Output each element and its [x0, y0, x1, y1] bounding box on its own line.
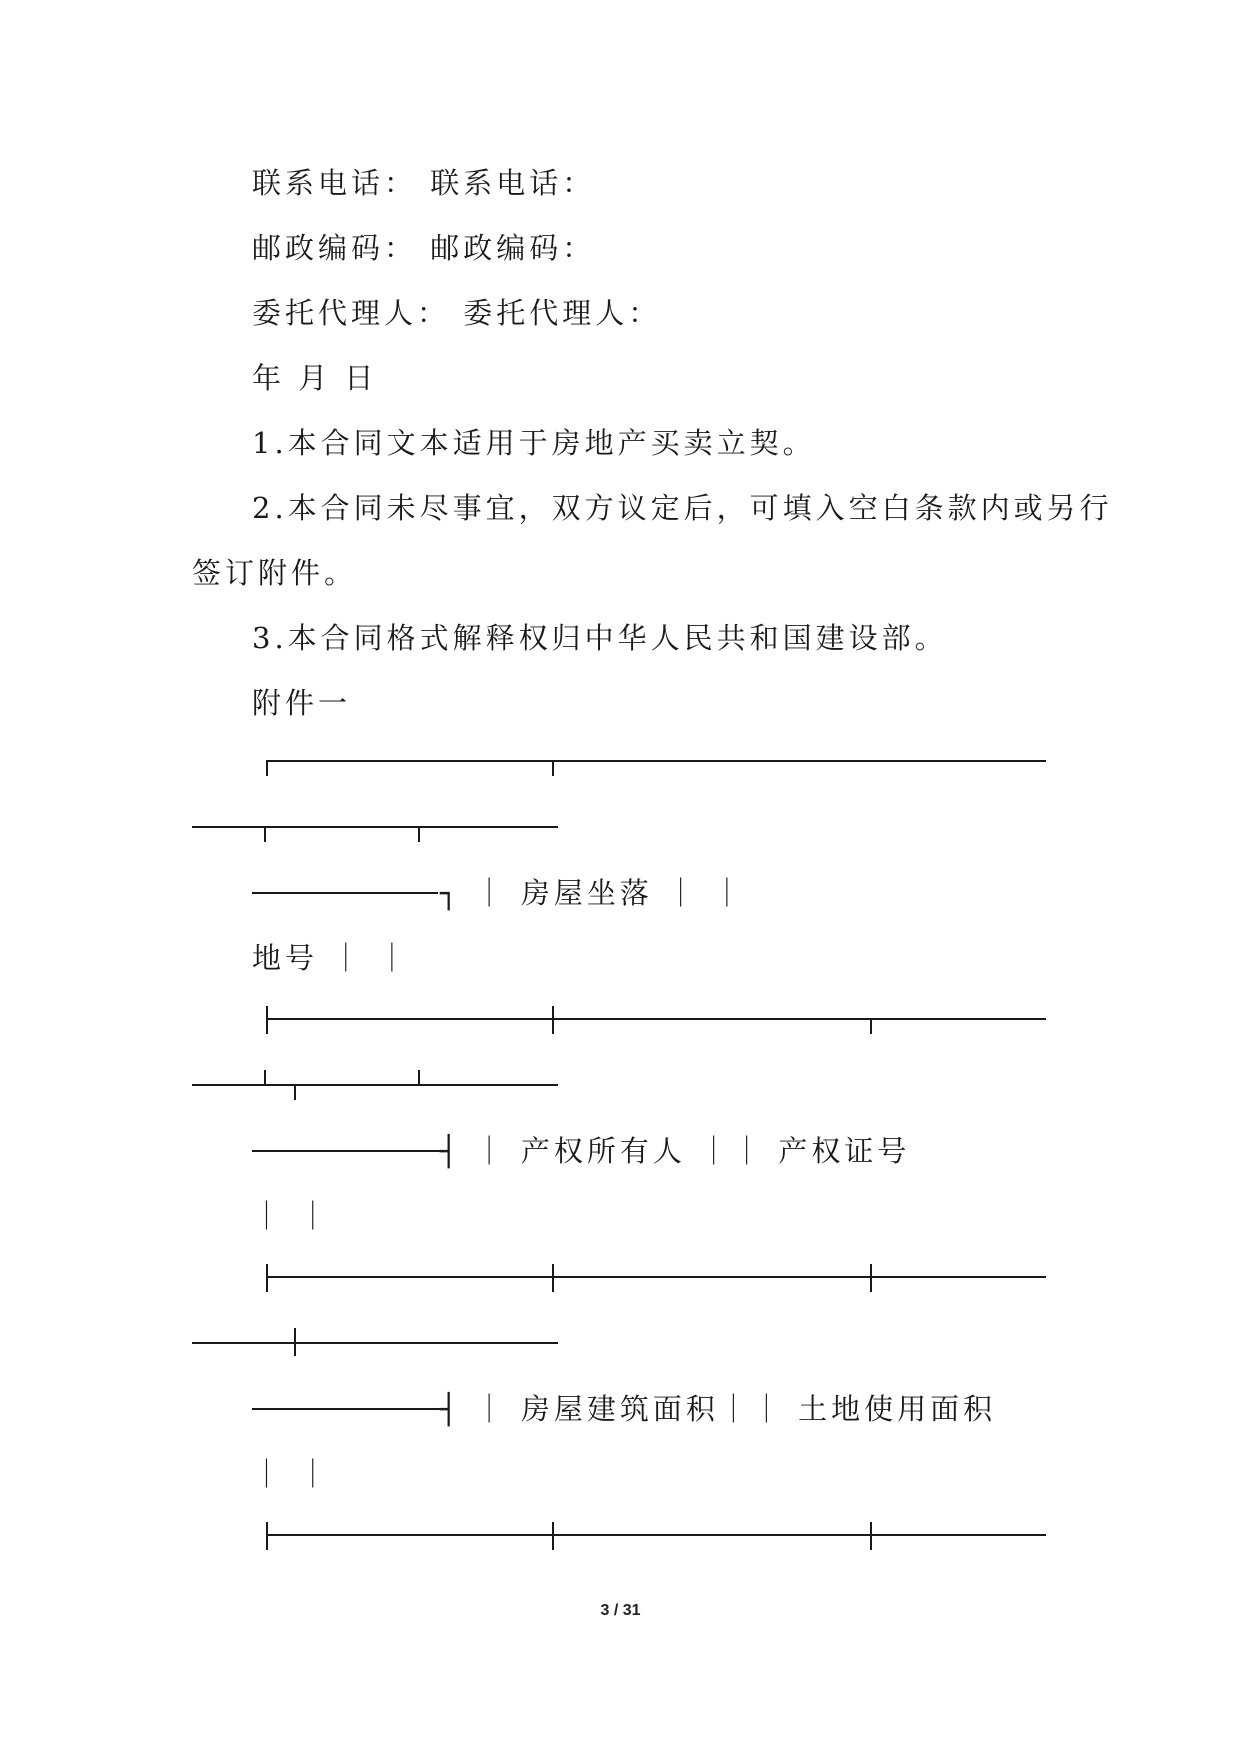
date-line: 年 月 日 [252, 361, 378, 395]
table-rule [266, 760, 1046, 762]
table-tick [264, 1070, 266, 1084]
page-number: 3 / 31 [600, 1602, 641, 1619]
contact-phone-line: 联系电话： 联系电话： [252, 166, 596, 200]
row-location: ┐ ｜ 房屋坐落 ｜ ｜ [440, 876, 746, 910]
row-area: ┤ ｜ 房屋建筑面积｜｜ 土地使用面积 [440, 1392, 997, 1426]
table-tick [266, 1006, 268, 1034]
note-3: 3.本合同格式解释权归中华人民共和国建设部。 [252, 621, 948, 655]
table-tick [552, 760, 554, 776]
table-tick [870, 1264, 872, 1292]
table-tick [870, 1522, 872, 1550]
table-tick [418, 1070, 420, 1084]
table-tick [266, 760, 268, 776]
table-rule [192, 826, 558, 828]
table-rule [192, 1342, 558, 1344]
table-rule [266, 1018, 1046, 1020]
table-tick [870, 1018, 872, 1034]
table-tick [266, 1264, 268, 1292]
table-tick [552, 1264, 554, 1292]
row-lot-number: 地号 ｜ ｜ [252, 941, 411, 975]
table-rule [192, 1084, 558, 1086]
table-tick [552, 1522, 554, 1550]
table-tick [552, 1006, 554, 1034]
note-1: 1.本合同文本适用于房地产买卖立契。 [252, 426, 816, 460]
table-tick [294, 1084, 296, 1100]
table-tick [264, 826, 266, 842]
attachment-title: 附件一 [252, 686, 352, 720]
table-rule [252, 1408, 448, 1410]
table-rule [252, 892, 438, 894]
table-tick [294, 1328, 296, 1356]
note-2-part2: 签订附件。 [192, 556, 358, 590]
row-blank-2: ｜ ｜ [252, 1457, 332, 1491]
table-tick [266, 1522, 268, 1550]
table-rule [266, 1276, 1046, 1278]
row-blank-1: ｜ ｜ [252, 1199, 332, 1233]
table-rule [252, 1150, 448, 1152]
table-tick [418, 826, 420, 842]
table-rule [266, 1534, 1046, 1536]
note-2-part1: 2.本合同未尽事宜，双方议定后，可填入空白条款内或另行 [252, 491, 1113, 525]
row-owner: ┤ ｜ 产权所有人 ｜｜ 产权证号 [440, 1134, 911, 1168]
agent-line: 委托代理人： 委托代理人： [252, 296, 662, 330]
postal-code-line: 邮政编码： 邮政编码： [252, 231, 596, 265]
